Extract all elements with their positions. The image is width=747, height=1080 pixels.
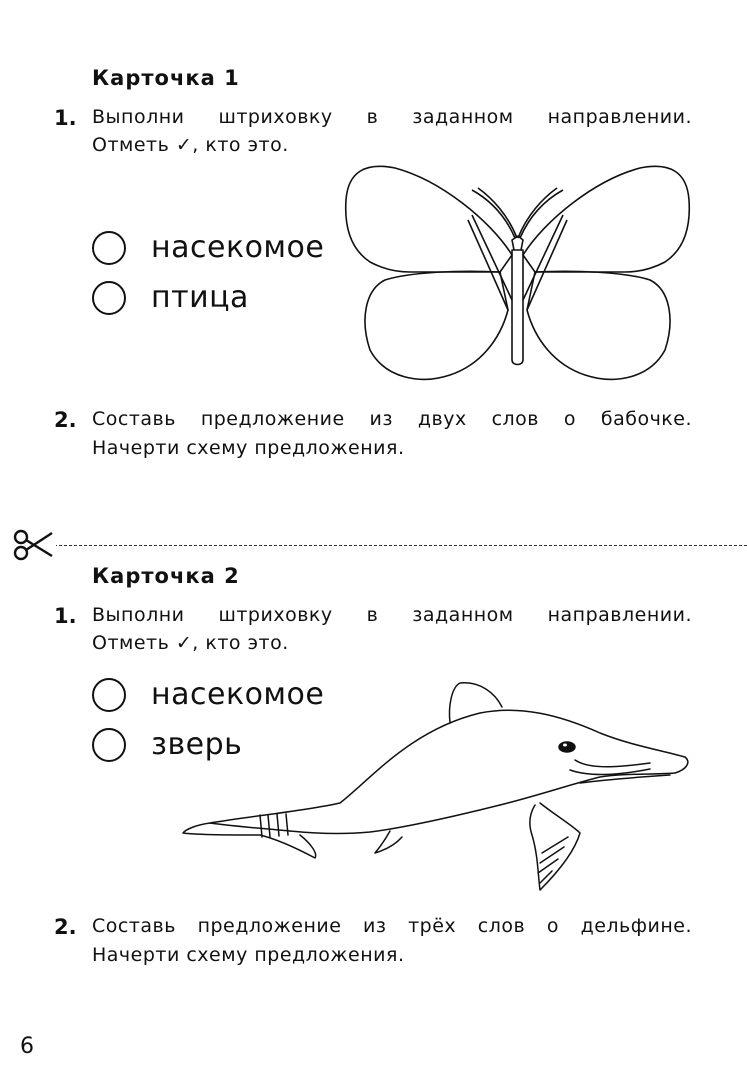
mark-suffix: , кто это.: [192, 632, 289, 654]
card-2-task-1-number: 1.: [54, 604, 77, 628]
card-2-task-1-text: Выполни штриховку в заданном направлении.: [92, 604, 692, 626]
card-1-task-1-number: 1.: [54, 106, 77, 130]
card-2-task-2-number: 2.: [54, 915, 77, 939]
card-1-task-1-mark-instruction: [92, 134, 289, 156]
answer-circle[interactable]: [92, 281, 126, 315]
mark-word: Отметь: [92, 134, 170, 156]
answer-circle[interactable]: [92, 231, 126, 265]
card-1-task-1-text: Выполни штриховку в заданном направлении.: [92, 106, 692, 128]
card-2-task-2-text: Составь предложение из трёх слов о дельфине.: [92, 915, 692, 937]
cut-line: [14, 545, 747, 546]
option-label: зверь: [151, 727, 243, 762]
card-1-option-bird[interactable]: [92, 280, 249, 315]
answer-circle[interactable]: [92, 678, 126, 712]
option-label: насекомое: [151, 230, 325, 265]
card-2-task-2-scheme: Начерти схему предложения.: [92, 944, 405, 966]
scissors-icon: [12, 528, 56, 562]
checkmark-icon: ✓: [175, 134, 193, 156]
card-1-option-insect[interactable]: [92, 230, 324, 265]
mark-word: Отметь: [92, 632, 170, 654]
checkmark-icon: ✓: [175, 632, 193, 654]
card-1-title: Карточка 1: [92, 66, 240, 90]
dolphin-picture: [180, 675, 695, 895]
butterfly-picture: [340, 160, 695, 390]
card-1-task-2-number: 2.: [54, 408, 77, 432]
card-1-task-2-text: Составь предложение из двух слов о бабочке.: [92, 408, 692, 430]
card-2-title: Карточка 2: [92, 564, 240, 588]
card-1-task-2-scheme: Начерти схему предложения.: [92, 437, 405, 459]
option-label: птица: [151, 280, 249, 315]
page-number: 6: [20, 1034, 34, 1059]
card-2-task-1-mark-instruction: [92, 632, 289, 654]
answer-circle[interactable]: [92, 728, 126, 762]
option-label: насекомое: [151, 677, 325, 712]
mark-suffix: , кто это.: [192, 134, 289, 156]
